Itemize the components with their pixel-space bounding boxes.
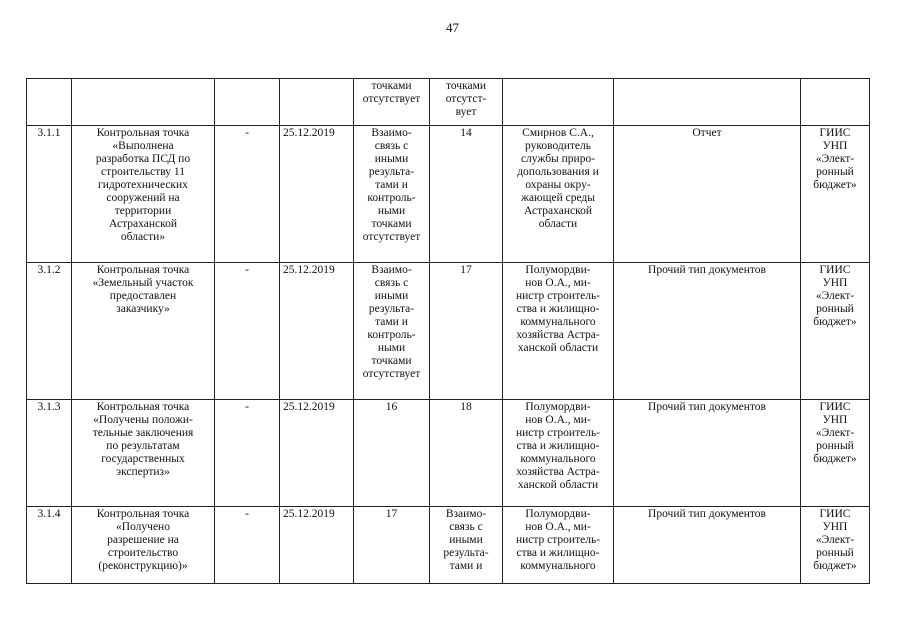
cell-name: Контрольная точка «Получены положи- тельные заключения по результатам государственных экспертиз»	[72, 400, 215, 507]
cell-name: Контрольная точка «Выполнена разработка ПСД по строительству 11 гидротехнических сооружений на территории Астраханской области»	[72, 126, 215, 263]
cell-start	[215, 79, 280, 126]
cell-name	[72, 79, 215, 126]
cell-link-prev: точками отсутствует	[354, 79, 430, 126]
cell-link-prev: Взаимо- связь с иными результа- тами и контроль- ными точками отсутствует	[354, 126, 430, 263]
cell-link-next: точками отсутст- вует	[430, 79, 503, 126]
cell-name: Контрольная точка «Земельный участок предоставлен заказчику»	[72, 263, 215, 400]
cell-link-prev: 17	[354, 507, 430, 584]
cell-responsible: Смирнов С.А., руководитель службы приро- допользования и охраны окру- жающей среды Астраханской области	[503, 126, 614, 263]
cell-link-next: 17	[430, 263, 503, 400]
cell-num: 3.1.2	[27, 263, 72, 400]
cell-link-prev: Взаимо- связь с иными результа- тами и контроль- ными точками отсутствует	[354, 263, 430, 400]
cell-num: 3.1.4	[27, 507, 72, 584]
table-row	[27, 507, 870, 584]
control-points-table	[26, 78, 870, 584]
cell-start: -	[215, 507, 280, 584]
cell-start: -	[215, 263, 280, 400]
cell-start: -	[215, 126, 280, 263]
cell-start: -	[215, 400, 280, 507]
cell-end: 25.12.2019	[280, 507, 354, 584]
cell-responsible	[503, 79, 614, 126]
cell-info-system: ГИИС УНП «Элект- ронный бюджет»	[801, 263, 870, 400]
cell-num: 3.1.3	[27, 400, 72, 507]
cell-end: 25.12.2019	[280, 400, 354, 507]
cell-doc-type: Отчет	[614, 126, 801, 263]
cell-responsible: Полумордви- нов О.А., ми- нистр строитель- ства и жилищно- коммунального	[503, 507, 614, 584]
cell-doc-type	[614, 79, 801, 126]
table-row	[27, 400, 870, 507]
cell-link-next: 14	[430, 126, 503, 263]
cell-responsible: Полумордви- нов О.А., ми- нистр строитель- ства и жилищно- коммунального хозяйства Астра- ханской области	[503, 400, 614, 507]
cell-doc-type: Прочий тип документов	[614, 400, 801, 507]
cell-info-system: ГИИС УНП «Элект- ронный бюджет»	[801, 126, 870, 263]
cell-end: 25.12.2019	[280, 263, 354, 400]
cell-name: Контрольная точка «Получено разрешение на строительство (реконструкцию)»	[72, 507, 215, 584]
table-row	[27, 79, 870, 126]
cell-info-system: ГИИС УНП «Элект- ронный бюджет»	[801, 507, 870, 584]
cell-doc-type: Прочий тип документов	[614, 263, 801, 400]
cell-link-next: Взаимо- связь с иными результа- тами и	[430, 507, 503, 584]
cell-doc-type: Прочий тип документов	[614, 507, 801, 584]
cell-link-prev: 16	[354, 400, 430, 507]
cell-num	[27, 79, 72, 126]
cell-num: 3.1.1	[27, 126, 72, 263]
cell-info-system: ГИИС УНП «Элект- ронный бюджет»	[801, 400, 870, 507]
table-row	[27, 126, 870, 263]
cell-link-next: 18	[430, 400, 503, 507]
cell-end: 25.12.2019	[280, 126, 354, 263]
cell-responsible: Полумордви- нов О.А., ми- нистр строитель- ства и жилищно- коммунального хозяйства Астра- ханской области	[503, 263, 614, 400]
page-number: 47	[446, 20, 459, 35]
table-row	[27, 263, 870, 400]
cell-info-system	[801, 79, 870, 126]
cell-end	[280, 79, 354, 126]
